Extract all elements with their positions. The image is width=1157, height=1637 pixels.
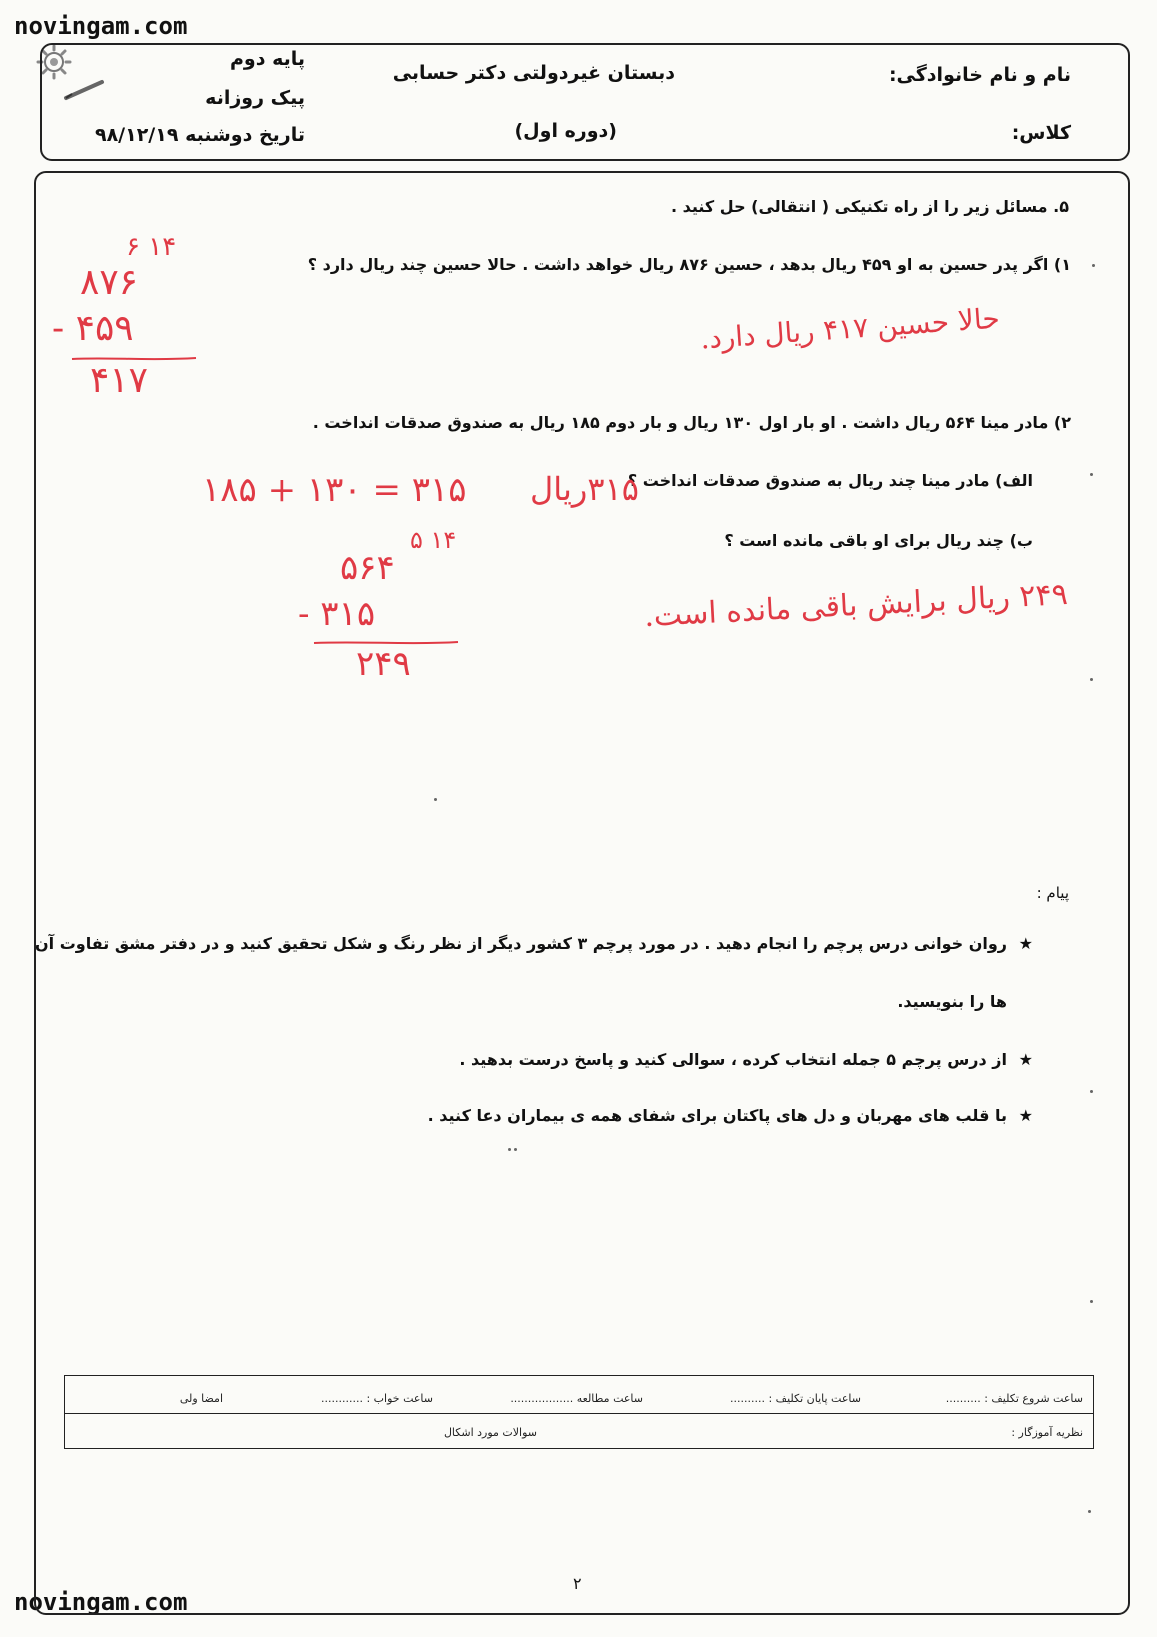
question-title: ۵. مسائل زیر را از راه تکنیکی ( انتقالی) حل کنید . bbox=[670, 197, 1069, 216]
hw-p1-carry: ۶ ۱۴ bbox=[126, 232, 177, 262]
hw-p1-top: ۸۷۶ bbox=[80, 262, 139, 303]
star-icon: ★ bbox=[1018, 1050, 1033, 1069]
footer-study-time: ساعت مطالعه .................. bbox=[510, 1392, 643, 1405]
daily-label: پیک روزانه bbox=[205, 87, 305, 109]
grade-label: پایه دوم bbox=[229, 48, 305, 70]
problem-2a: الف) مادر مینا چند ریال به صندوق صدقات انداخت ؟ bbox=[627, 471, 1033, 490]
star-icon: ★ bbox=[1018, 1106, 1033, 1125]
hw-p2a-eq: ۱۸۵ + ۱۳۰ = ۳۱۵ bbox=[202, 470, 467, 510]
footer-start-time: ساعت شروع تکلیف : .......... bbox=[945, 1392, 1083, 1405]
hw-p1-sub: - ۴۵۹ bbox=[52, 308, 134, 349]
problem-2: ۲) مادر مینا ۵۶۴ ریال داشت . او بار اول ۱۳۰ ریال و بار دوم ۱۸۵ ریال به صندوق صدقات انداخت . bbox=[312, 413, 1071, 432]
scan-speck bbox=[1090, 678, 1093, 681]
message-title: پیام : bbox=[1036, 884, 1069, 902]
hw-p1-result: ۴۱۷ bbox=[90, 360, 149, 401]
class-label: کلاس: bbox=[1011, 122, 1071, 144]
scan-speck bbox=[514, 1148, 517, 1151]
star-icon: ★ bbox=[1018, 934, 1033, 953]
scan-speck bbox=[434, 798, 437, 801]
hw-p2b-answer: ۲۴۹ ریال برایش باقی مانده است. bbox=[643, 576, 1069, 635]
page-number: ۲ bbox=[573, 1574, 582, 1593]
scan-speck bbox=[1092, 264, 1095, 267]
message-line-3: با قلب های مهربان و دل های پاکتان برای شفای همه ی بیماران دعا کنید . bbox=[427, 1106, 1007, 1125]
problem-1: ۱) اگر پدر حسین به او ۴۵۹ ریال بدهد ، حسین ۸۷۶ ریال خواهد داشت . حالا حسین چند ریال دارد ؟ bbox=[307, 255, 1071, 274]
hw-p2a-answer: ۳۱۵ریال bbox=[530, 470, 639, 508]
footer-end-time: ساعت پایان تکلیف : .......... bbox=[730, 1392, 861, 1405]
hw-p2b-top: ۵۶۴ bbox=[340, 548, 395, 588]
watermark-bottom: novingam.com bbox=[14, 1588, 188, 1616]
scan-speck bbox=[508, 1148, 511, 1151]
hw-p2b-result: ۲۴۹ bbox=[356, 644, 411, 684]
scan-speck bbox=[1088, 1510, 1091, 1513]
name-label: نام و نام خانوادگی: bbox=[888, 64, 1071, 86]
school-name: دبستان غیردولتی دکتر حسابی bbox=[392, 62, 675, 84]
watermark-top: novingam.com bbox=[14, 12, 188, 40]
footer-problem-questions: سوالات مورد اشکال bbox=[443, 1426, 537, 1439]
message-line-1: روان خوانی درس پرچم را انجام دهید . در مورد پرچم ۳ کشور دیگر از نظر رنگ و شکل تحقیق کنید و در دفتر مشق تفاوت آن bbox=[35, 934, 1007, 953]
footer-row-1 bbox=[65, 1376, 1093, 1412]
footer-table bbox=[64, 1375, 1094, 1449]
period-label: (دوره اول) bbox=[514, 120, 617, 142]
footer-teacher-comment: نظریه آموزگار : bbox=[1011, 1426, 1083, 1439]
footer-row-2 bbox=[65, 1413, 1093, 1450]
footer-sleep-time: ساعت خواب : ............ bbox=[321, 1392, 433, 1405]
footer-parent-signature: امضا ولی bbox=[179, 1392, 223, 1405]
hw-p1-answer: حالا حسین ۴۱۷ ریال دارد. bbox=[699, 301, 1001, 356]
hw-p2b-sub: - ۳۱۵ bbox=[298, 594, 376, 634]
scan-speck bbox=[1090, 1090, 1093, 1093]
scan-speck bbox=[1090, 473, 1093, 476]
message-line-1b: ها را بنویسید. bbox=[897, 992, 1007, 1011]
message-line-2: از درس پرچم ۵ جمله انتخاب کرده ، سوالی کنید و پاسخ درست بدهید . bbox=[459, 1050, 1007, 1069]
date-label: تاریخ دوشنبه ۹۸/۱۲/۱۹ bbox=[94, 124, 305, 146]
hw-p2b-carry: ۵ ۱۴ bbox=[410, 526, 457, 554]
problem-2b: ب) چند ریال برای او باقی مانده است ؟ bbox=[724, 531, 1033, 550]
scan-speck bbox=[1090, 1300, 1093, 1303]
